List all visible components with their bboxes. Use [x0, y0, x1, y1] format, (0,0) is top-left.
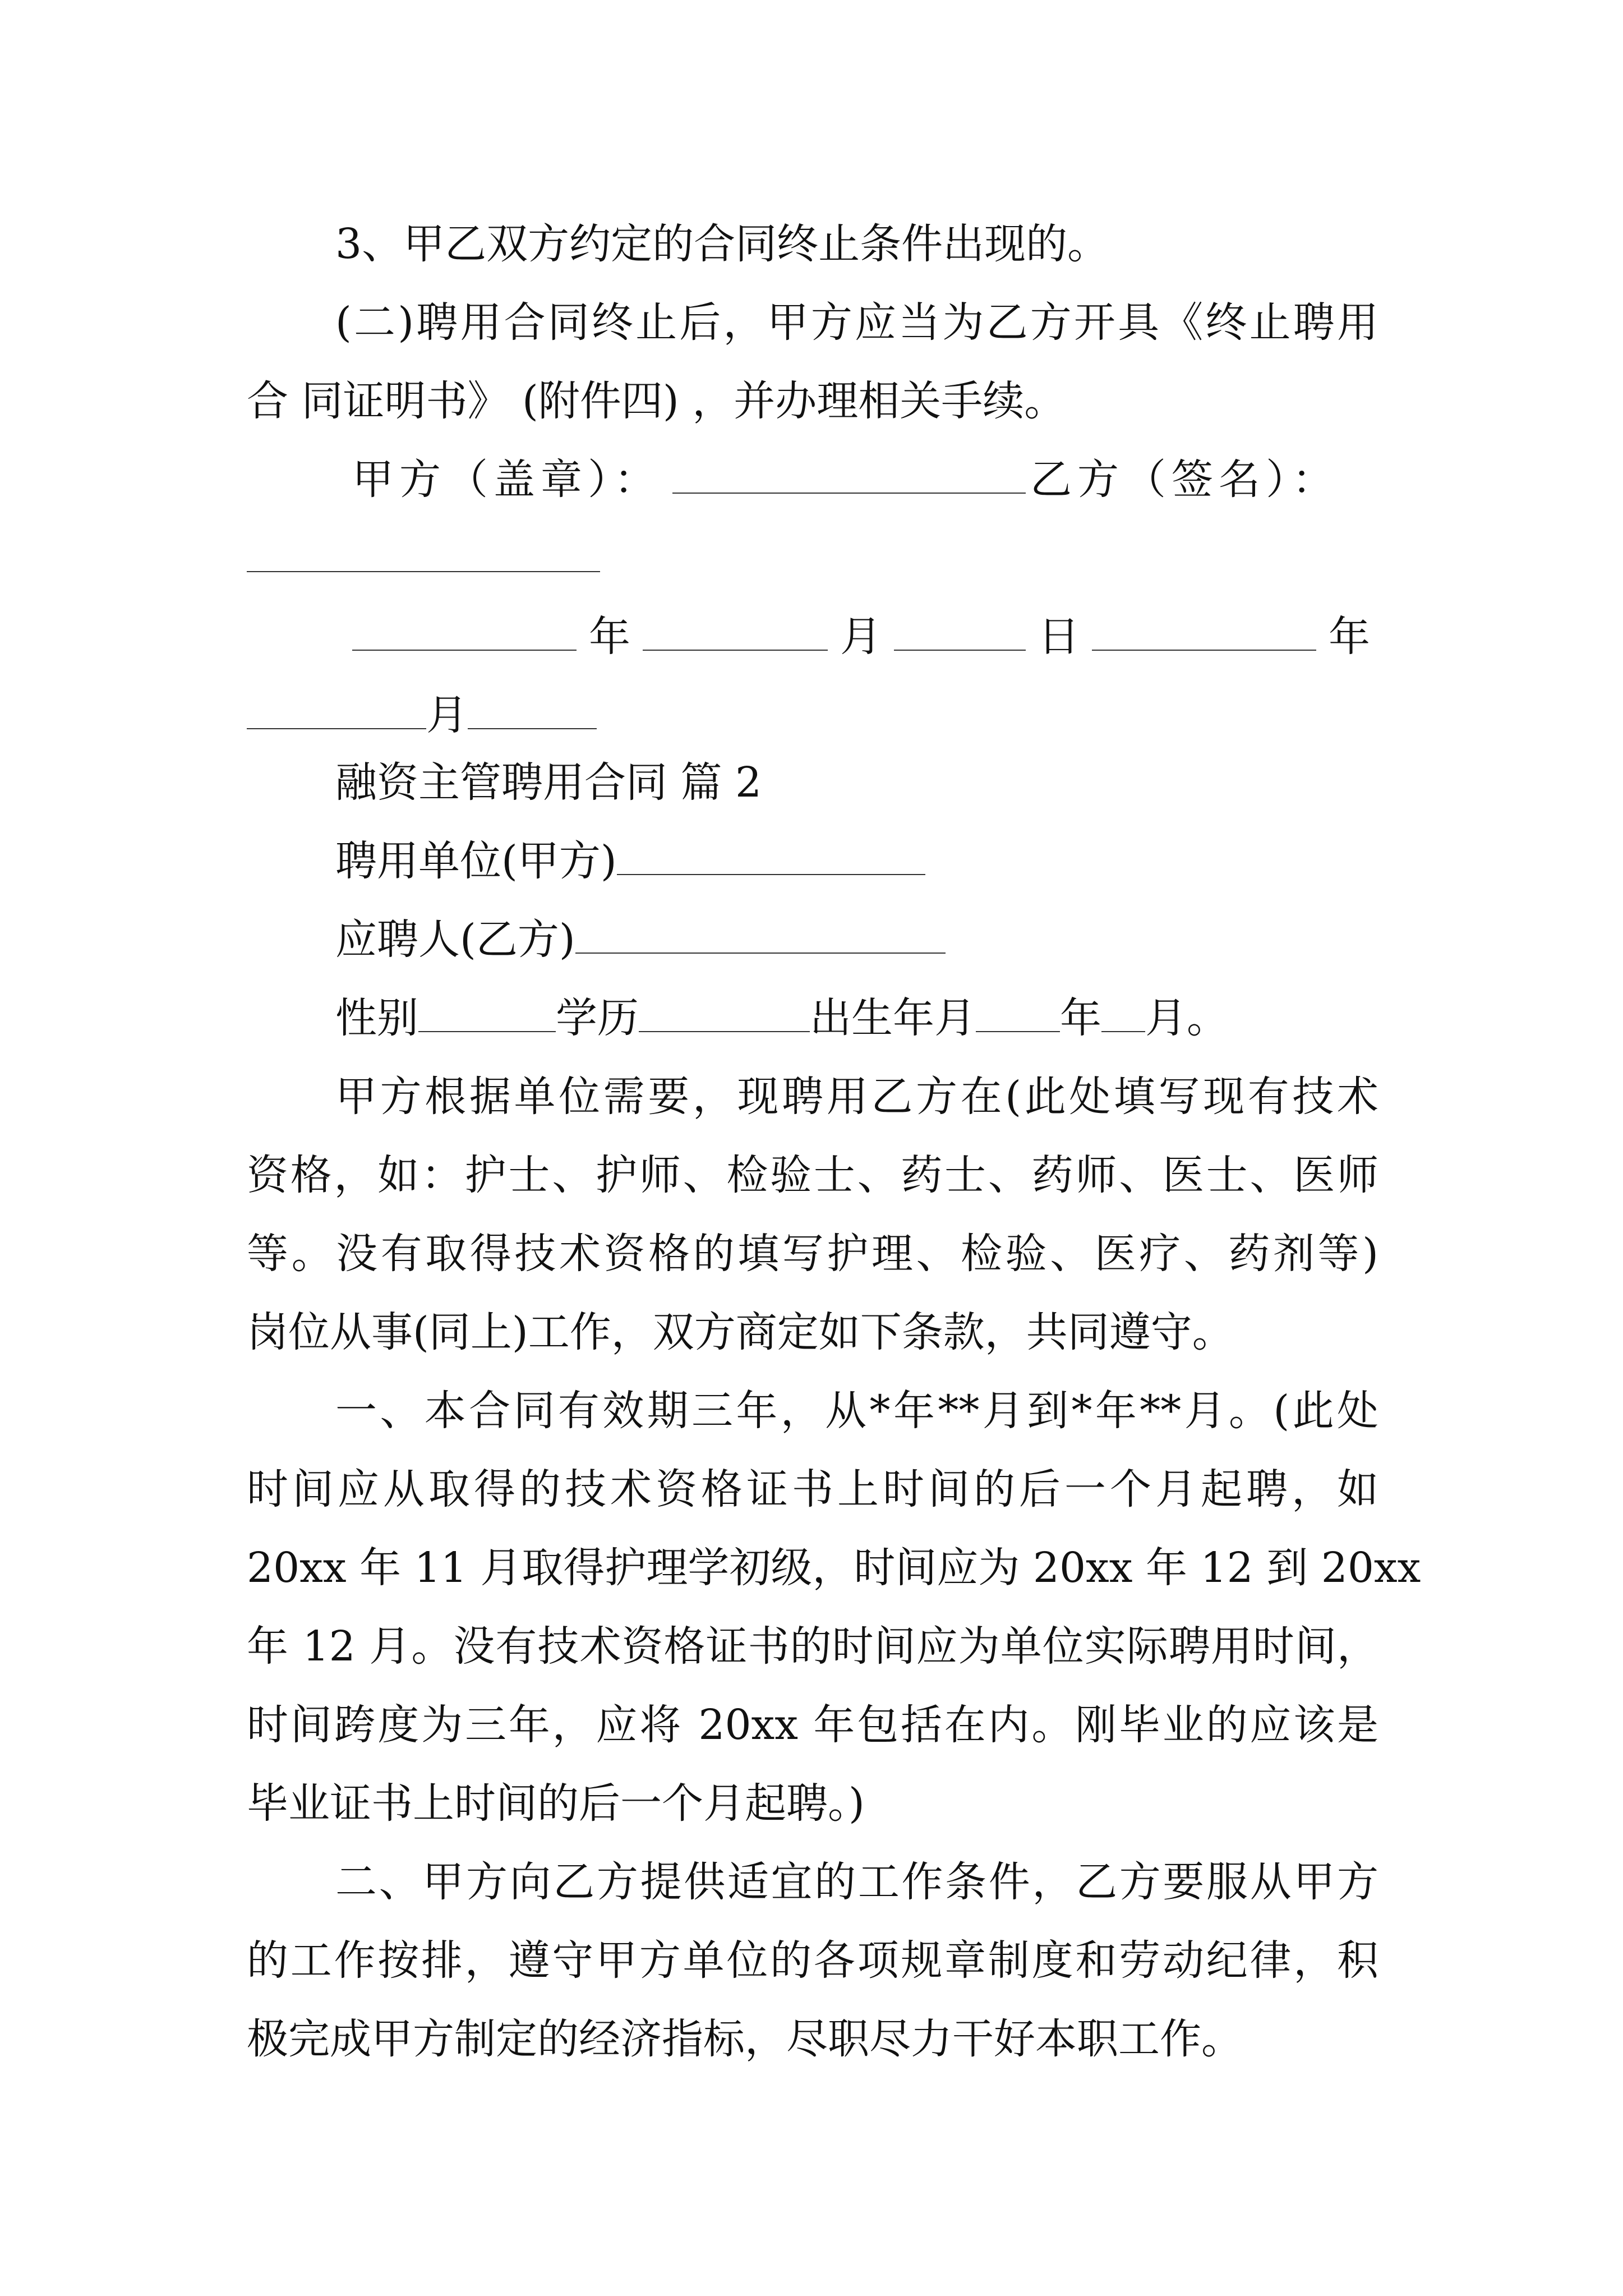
termination-para-line-1: (二)聘用合同终止后，甲方应当为乙方开具《终止聘用: [335, 298, 1378, 347]
gender-label: 性别: [335, 994, 418, 1042]
gender-blank[interactable]: [418, 995, 556, 1032]
date-line: [352, 609, 1370, 665]
birth-month-label: 月。: [1145, 994, 1228, 1042]
clause-1-line-1: 一、本合同有效期三年，从*年**月到*年**月。(此处: [335, 1387, 1378, 1435]
education-blank[interactable]: [639, 995, 810, 1032]
clause-3-termination: 3、甲乙双方约定的合同终止条件出现的。: [335, 220, 1109, 268]
applicant-label: 应聘人(乙方): [335, 915, 575, 964]
clause-2-line-2: 的工作按排，遵守甲方单位的各项规章制度和劳动纪律，积: [247, 1936, 1378, 1985]
clause-1-line-5: 时间跨度为三年，应将 20xx 年包括在内。刚毕业的应该是: [247, 1701, 1378, 1749]
date-a-month-blank[interactable]: [643, 614, 828, 651]
party-a-seal-blank[interactable]: [672, 457, 1026, 494]
date-b-month-blank[interactable]: [247, 692, 426, 729]
date-a-year-blank[interactable]: [352, 614, 577, 651]
birth-year-blank[interactable]: [976, 995, 1060, 1032]
date-b-year-label: 年: [1329, 613, 1370, 661]
clause-1-line-2: 时间应从取得的技术资格证书上时间的后一个月起聘，如: [247, 1465, 1378, 1513]
date-line-2: [247, 687, 597, 743]
birth-year-label: 年: [1060, 994, 1101, 1042]
employer-row: [335, 833, 925, 889]
termination-para-line-2: 合 同证明书》 (附件四) ，并办理相关手续。: [247, 377, 1066, 425]
date-a-month-label: 月: [840, 613, 882, 661]
date-a-day-label: 日: [1038, 613, 1080, 661]
appointment-para-line-4: 岗位从事(同上)工作，双方商定如下条款，共同遵守。: [247, 1308, 1234, 1356]
appointment-para-line-3: 等。没有取得技术资格的填写护理、检验、医疗、药剂等): [247, 1230, 1378, 1278]
section-title: 融资主管聘用合同 篇 2: [335, 758, 762, 807]
clause-1-line-3: 20xx 年 11 月取得护理学初级，时间应为 20xx 年 12 到 20xx: [247, 1544, 1421, 1592]
date-b-month-label: 月: [426, 691, 468, 739]
applicant-blank[interactable]: [575, 917, 946, 954]
birth-month-blank[interactable]: [1101, 995, 1145, 1032]
party-b-sign-label: 乙方（签名）：: [1030, 455, 1339, 504]
employer-blank[interactable]: [617, 838, 925, 875]
clause-2-line-3: 极完成甲方制定的经济指标，尽职尽力干好本职工作。: [247, 2015, 1243, 2063]
signature-line: [352, 452, 1378, 508]
education-label: 学历: [556, 994, 639, 1042]
party-a-seal-label: 甲方（盖章）：: [352, 455, 661, 504]
employer-label: 聘用单位(甲方): [335, 837, 617, 885]
party-b-sign-blank[interactable]: [247, 535, 600, 572]
date-b-day-blank[interactable]: [468, 692, 597, 729]
applicant-row: [335, 912, 946, 968]
birth-label: 出生年月: [810, 994, 976, 1042]
clause-1-line-6: 毕业证书上时间的后一个月起聘。): [247, 1779, 865, 1828]
clause-1-line-4: 年 12 月。没有技术资格证书的时间应为单位实际聘用时间，: [247, 1622, 1378, 1671]
date-a-day-blank[interactable]: [894, 614, 1026, 651]
appointment-para-line-2: 资格，如：护士、护师、检验士、药士、药师、医士、医师: [247, 1151, 1378, 1199]
personal-info-row: [335, 990, 1228, 1046]
date-a-year-label: 年: [589, 613, 630, 661]
clause-2-line-1: 二、甲方向乙方提供适宜的工作条件，乙方要服从甲方: [335, 1858, 1378, 1906]
date-b-year-blank[interactable]: [1092, 614, 1316, 651]
appointment-para-line-1: 甲方根据单位需要，现聘用乙方在(此处填写现有技术: [335, 1073, 1378, 1121]
party-b-sign-blank-row: [247, 530, 600, 586]
